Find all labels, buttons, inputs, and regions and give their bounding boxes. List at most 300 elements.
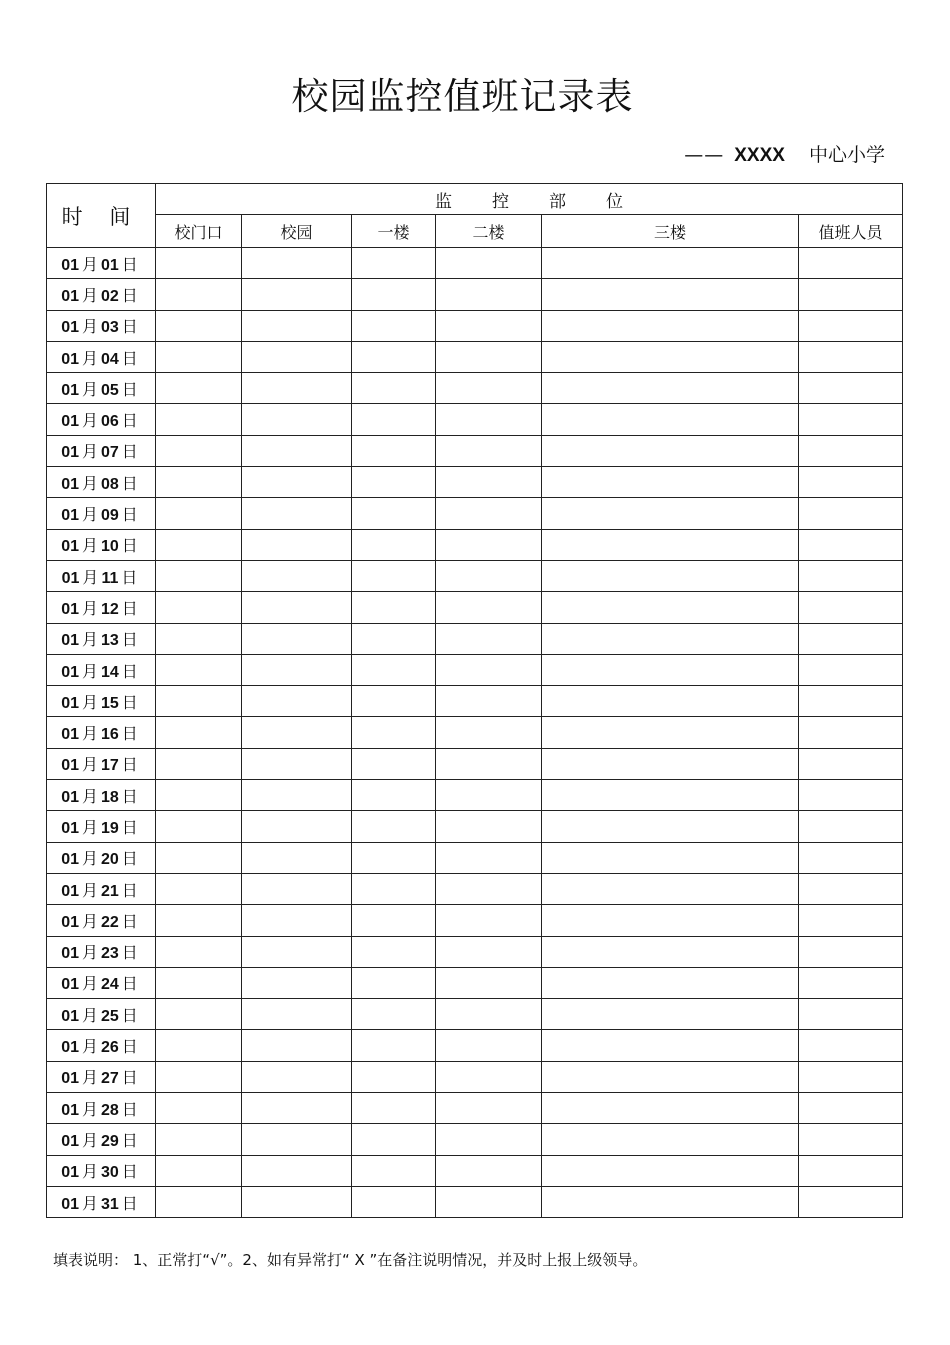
entry-cell[interactable] [799, 1061, 903, 1092]
column-header: 一楼 [352, 215, 436, 248]
entry-cell[interactable] [242, 498, 352, 529]
entry-cell[interactable] [156, 1124, 242, 1155]
entry-cell[interactable] [156, 341, 242, 372]
entry-cell[interactable] [242, 686, 352, 717]
month-unit: 月 [81, 473, 98, 493]
day-number: 28 [101, 1101, 119, 1119]
entry-cell[interactable] [156, 717, 242, 748]
entry-cell[interactable] [799, 435, 903, 466]
date-cell [47, 936, 156, 967]
month-unit: 月 [81, 755, 98, 775]
monitor-location-label: 监控部位 [435, 191, 664, 212]
month-number: 01 [61, 287, 79, 305]
entry-cell[interactable] [436, 811, 542, 842]
month-unit: 月 [81, 1037, 98, 1057]
entry-cell[interactable] [156, 498, 242, 529]
day-number: 17 [101, 757, 119, 775]
entry-cell[interactable] [542, 592, 799, 623]
table-row [47, 1155, 903, 1186]
entry-cell[interactable] [242, 748, 352, 779]
entry-cell[interactable] [542, 248, 799, 279]
entry-cell[interactable] [436, 529, 542, 560]
column-header: 二楼 [436, 215, 542, 248]
table-row [47, 404, 903, 435]
entry-cell[interactable] [242, 529, 352, 560]
entry-cell[interactable] [542, 936, 799, 967]
entry-cell[interactable] [242, 780, 352, 811]
entry-cell[interactable] [436, 279, 542, 310]
date-cell [47, 686, 156, 717]
day-unit: 日 [121, 661, 138, 681]
entry-cell[interactable] [156, 1155, 242, 1186]
entry-cell[interactable] [242, 936, 352, 967]
entry-cell[interactable] [542, 999, 799, 1030]
day-number: 21 [101, 882, 119, 900]
day-unit: 日 [121, 442, 138, 462]
entry-cell[interactable] [542, 404, 799, 435]
entry-cell[interactable] [156, 842, 242, 873]
day-number: 19 [101, 819, 119, 837]
entry-cell[interactable] [799, 1093, 903, 1124]
school-suffix: 中心小学 [808, 144, 885, 166]
day-unit: 日 [121, 505, 138, 525]
day-unit: 日 [121, 849, 138, 869]
day-unit: 日 [121, 1162, 138, 1182]
entry-cell[interactable] [542, 780, 799, 811]
entry-cell[interactable] [352, 592, 436, 623]
entry-cell[interactable] [242, 1124, 352, 1155]
entry-cell[interactable] [436, 1124, 542, 1155]
date-cell [47, 373, 156, 404]
month-unit: 月 [81, 411, 98, 431]
date-cell [47, 1124, 156, 1155]
table-row [47, 686, 903, 717]
entry-cell[interactable] [242, 467, 352, 498]
entry-cell[interactable] [352, 279, 436, 310]
day-number: 02 [101, 287, 119, 305]
entry-cell[interactable] [542, 686, 799, 717]
month-unit: 月 [81, 1193, 98, 1213]
day-unit: 日 [121, 348, 138, 368]
entry-cell[interactable] [542, 654, 799, 685]
entry-cell[interactable] [436, 717, 542, 748]
entry-cell[interactable] [542, 498, 799, 529]
entry-cell[interactable] [242, 873, 352, 904]
entry-cell[interactable] [156, 435, 242, 466]
entry-cell[interactable] [799, 467, 903, 498]
day-number: 23 [101, 945, 119, 963]
entry-cell[interactable] [436, 341, 542, 372]
day-unit: 日 [121, 755, 138, 775]
entry-cell[interactable] [799, 592, 903, 623]
date-cell [47, 248, 156, 279]
day-number: 13 [101, 632, 119, 650]
day-unit: 日 [121, 1037, 138, 1057]
entry-cell[interactable] [436, 1186, 542, 1217]
entry-cell[interactable] [436, 780, 542, 811]
entry-cell[interactable] [542, 873, 799, 904]
entry-cell[interactable] [799, 1155, 903, 1186]
month-number: 01 [61, 538, 79, 556]
entry-cell[interactable] [156, 373, 242, 404]
month-unit: 月 [81, 348, 98, 368]
entry-cell[interactable] [436, 905, 542, 936]
entry-cell[interactable] [799, 905, 903, 936]
table-row [47, 936, 903, 967]
day-unit: 日 [121, 473, 138, 493]
day-unit: 日 [121, 1068, 138, 1088]
entry-cell[interactable] [242, 623, 352, 654]
date-cell [47, 999, 156, 1030]
table-row [47, 623, 903, 654]
entry-cell[interactable] [156, 1030, 242, 1061]
table-row [47, 873, 903, 904]
entry-cell[interactable] [352, 905, 436, 936]
entry-cell[interactable] [352, 560, 436, 591]
entry-cell[interactable] [352, 404, 436, 435]
day-unit: 日 [121, 1005, 138, 1025]
entry-cell[interactable] [352, 435, 436, 466]
entry-cell[interactable] [799, 498, 903, 529]
entry-cell[interactable] [156, 623, 242, 654]
entry-cell[interactable] [799, 248, 903, 279]
day-number: 01 [101, 256, 119, 274]
entry-cell[interactable] [799, 560, 903, 591]
entry-cell[interactable] [799, 623, 903, 654]
entry-cell[interactable] [542, 1124, 799, 1155]
entry-cell[interactable] [352, 811, 436, 842]
table-row [47, 1186, 903, 1217]
entry-cell[interactable] [352, 1030, 436, 1061]
entry-cell[interactable] [542, 435, 799, 466]
entry-cell[interactable] [542, 1030, 799, 1061]
month-number: 01 [61, 1132, 79, 1150]
day-unit: 日 [121, 630, 138, 650]
entry-cell[interactable] [436, 1061, 542, 1092]
entry-cell[interactable] [799, 1030, 903, 1061]
entry-cell[interactable] [156, 467, 242, 498]
entry-cell[interactable] [352, 654, 436, 685]
date-cell [47, 404, 156, 435]
entry-cell[interactable] [156, 905, 242, 936]
entry-cell[interactable] [542, 529, 799, 560]
table-row [47, 529, 903, 560]
entry-cell[interactable] [799, 1186, 903, 1217]
day-number: 06 [101, 413, 119, 431]
entry-cell[interactable] [156, 404, 242, 435]
entry-cell[interactable] [242, 967, 352, 998]
entry-cell[interactable] [799, 373, 903, 404]
entry-cell[interactable] [352, 748, 436, 779]
entry-cell[interactable] [436, 623, 542, 654]
entry-cell[interactable] [542, 341, 799, 372]
day-number: 27 [101, 1070, 119, 1088]
entry-cell[interactable] [799, 686, 903, 717]
day-number: 14 [101, 663, 119, 681]
entry-cell[interactable] [156, 279, 242, 310]
entry-cell[interactable] [156, 248, 242, 279]
entry-cell[interactable] [352, 967, 436, 998]
month-unit: 月 [81, 692, 98, 712]
entry-cell[interactable] [352, 1061, 436, 1092]
entry-cell[interactable] [542, 842, 799, 873]
entry-cell[interactable] [799, 1124, 903, 1155]
entry-cell[interactable] [436, 654, 542, 685]
entry-cell[interactable] [352, 999, 436, 1030]
entry-cell[interactable] [799, 967, 903, 998]
entry-cell[interactable] [436, 1155, 542, 1186]
entry-cell[interactable] [542, 1186, 799, 1217]
entry-cell[interactable] [156, 873, 242, 904]
date-cell [47, 717, 156, 748]
entry-cell[interactable] [352, 373, 436, 404]
month-number: 01 [61, 726, 79, 744]
entry-cell[interactable] [436, 686, 542, 717]
entry-cell[interactable] [436, 967, 542, 998]
entry-cell[interactable] [352, 686, 436, 717]
entry-cell[interactable] [799, 999, 903, 1030]
day-unit: 日 [121, 1130, 138, 1150]
entry-cell[interactable] [352, 1186, 436, 1217]
table-row [47, 373, 903, 404]
date-cell [47, 498, 156, 529]
entry-cell[interactable] [542, 717, 799, 748]
entry-cell[interactable] [156, 686, 242, 717]
table-body [47, 248, 903, 1218]
entry-cell[interactable] [156, 310, 242, 341]
date-cell [47, 1093, 156, 1124]
table-row [47, 467, 903, 498]
entry-cell[interactable] [799, 529, 903, 560]
entry-cell[interactable] [242, 373, 352, 404]
month-number: 01 [61, 507, 79, 525]
entry-cell[interactable] [156, 1061, 242, 1092]
entry-cell[interactable] [242, 999, 352, 1030]
month-unit: 月 [81, 1005, 98, 1025]
month-number: 01 [61, 882, 79, 900]
entry-cell[interactable] [436, 1030, 542, 1061]
day-unit: 日 [121, 974, 138, 994]
day-number: 11 [101, 569, 119, 587]
entry-cell[interactable] [242, 592, 352, 623]
table-row [47, 967, 903, 998]
entry-cell[interactable] [352, 936, 436, 967]
entry-cell[interactable] [352, 310, 436, 341]
entry-cell[interactable] [542, 1061, 799, 1092]
entry-cell[interactable] [156, 748, 242, 779]
entry-cell[interactable] [542, 811, 799, 842]
column-header: 三楼 [542, 215, 799, 248]
day-unit: 日 [121, 598, 138, 618]
entry-cell[interactable] [156, 592, 242, 623]
day-number: 15 [101, 694, 119, 712]
school-subtitle [684, 140, 885, 171]
table-row [47, 654, 903, 685]
entry-cell[interactable] [352, 717, 436, 748]
month-unit: 月 [81, 1162, 98, 1182]
month-number: 01 [61, 1007, 79, 1025]
monitor-location-header [156, 184, 903, 215]
entry-cell[interactable] [156, 967, 242, 998]
column-header: 校园 [242, 215, 352, 248]
month-number: 01 [61, 694, 79, 712]
entry-cell[interactable] [542, 560, 799, 591]
entry-cell[interactable] [242, 654, 352, 685]
entry-cell[interactable] [242, 404, 352, 435]
table-row [47, 560, 903, 591]
entry-cell[interactable] [542, 279, 799, 310]
entry-cell[interactable] [242, 1030, 352, 1061]
day-number: 04 [101, 350, 119, 368]
entry-cell[interactable] [542, 467, 799, 498]
entry-cell[interactable] [156, 1186, 242, 1217]
entry-cell[interactable] [242, 1061, 352, 1092]
entry-cell[interactable] [436, 560, 542, 591]
entry-cell[interactable] [799, 748, 903, 779]
entry-cell[interactable] [436, 404, 542, 435]
entry-cell[interactable] [436, 373, 542, 404]
day-unit: 日 [121, 379, 138, 399]
entry-cell[interactable] [799, 279, 903, 310]
month-unit: 月 [81, 974, 98, 994]
day-number: 29 [101, 1132, 119, 1150]
entry-cell[interactable] [436, 467, 542, 498]
entry-cell[interactable] [352, 498, 436, 529]
entry-cell[interactable] [242, 248, 352, 279]
entry-cell[interactable] [799, 936, 903, 967]
month-number: 01 [61, 1101, 79, 1119]
entry-cell[interactable] [242, 842, 352, 873]
month-number: 01 [61, 663, 79, 681]
entry-cell[interactable] [799, 873, 903, 904]
entry-cell[interactable] [436, 498, 542, 529]
entry-cell[interactable] [799, 404, 903, 435]
month-unit: 月 [81, 817, 98, 837]
entry-cell[interactable] [436, 1093, 542, 1124]
entry-cell[interactable] [436, 248, 542, 279]
entry-cell[interactable] [542, 623, 799, 654]
entry-cell[interactable] [352, 780, 436, 811]
date-cell [47, 341, 156, 372]
entry-cell[interactable] [799, 341, 903, 372]
table-row [47, 999, 903, 1030]
day-number: 12 [101, 600, 119, 618]
entry-cell[interactable] [436, 310, 542, 341]
entry-cell[interactable] [542, 967, 799, 998]
entry-cell[interactable] [542, 1155, 799, 1186]
entry-cell[interactable] [352, 1093, 436, 1124]
entry-cell[interactable] [242, 905, 352, 936]
entry-cell[interactable] [156, 936, 242, 967]
entry-cell[interactable] [242, 310, 352, 341]
table-row [47, 842, 903, 873]
entry-cell[interactable] [242, 435, 352, 466]
date-cell [47, 842, 156, 873]
day-unit: 日 [121, 943, 138, 963]
day-number: 18 [101, 788, 119, 806]
entry-cell[interactable] [436, 592, 542, 623]
entry-cell[interactable] [242, 1186, 352, 1217]
entry-cell[interactable] [352, 248, 436, 279]
entry-cell[interactable] [352, 1155, 436, 1186]
entry-cell[interactable] [352, 842, 436, 873]
date-cell [47, 1186, 156, 1217]
month-unit: 月 [81, 630, 98, 650]
day-number: 10 [101, 538, 119, 556]
entry-cell[interactable] [242, 811, 352, 842]
entry-cell[interactable] [542, 748, 799, 779]
entry-cell[interactable] [156, 811, 242, 842]
entry-cell[interactable] [799, 310, 903, 341]
entry-cell[interactable] [542, 905, 799, 936]
month-number: 01 [61, 600, 79, 618]
entry-cell[interactable] [436, 999, 542, 1030]
entry-cell[interactable] [436, 936, 542, 967]
month-number: 01 [61, 350, 79, 368]
table-row [47, 498, 903, 529]
day-number: 22 [101, 913, 119, 931]
day-unit: 日 [121, 880, 138, 900]
day-unit: 日 [121, 786, 138, 806]
entry-cell[interactable] [156, 654, 242, 685]
entry-cell[interactable] [799, 780, 903, 811]
entry-cell[interactable] [799, 717, 903, 748]
day-number: 24 [101, 976, 119, 994]
entry-cell[interactable] [436, 842, 542, 873]
entry-cell[interactable] [352, 467, 436, 498]
entry-cell[interactable] [542, 1093, 799, 1124]
entry-cell[interactable] [436, 873, 542, 904]
entry-cell[interactable] [156, 529, 242, 560]
day-number: 26 [101, 1039, 119, 1057]
entry-cell[interactable] [156, 560, 242, 591]
day-number: 05 [101, 381, 119, 399]
entry-cell[interactable] [242, 717, 352, 748]
entry-cell[interactable] [156, 1093, 242, 1124]
table-row [47, 248, 903, 279]
entry-cell[interactable] [352, 1124, 436, 1155]
entry-cell[interactable] [242, 1093, 352, 1124]
date-cell [47, 654, 156, 685]
entry-cell[interactable] [156, 780, 242, 811]
month-unit: 月 [81, 254, 98, 274]
entry-cell[interactable] [352, 623, 436, 654]
entry-cell[interactable] [352, 529, 436, 560]
entry-cell[interactable] [542, 373, 799, 404]
entry-cell[interactable] [799, 811, 903, 842]
entry-cell[interactable] [542, 310, 799, 341]
entry-cell[interactable] [242, 1155, 352, 1186]
entry-cell[interactable] [242, 560, 352, 591]
table-row [47, 1093, 903, 1124]
entry-cell[interactable] [799, 842, 903, 873]
entry-cell[interactable] [352, 341, 436, 372]
table-row [47, 1030, 903, 1061]
entry-cell[interactable] [156, 999, 242, 1030]
date-cell [47, 1155, 156, 1186]
month-number: 01 [61, 819, 79, 837]
entry-cell[interactable] [242, 279, 352, 310]
entry-cell[interactable] [436, 748, 542, 779]
entry-cell[interactable] [352, 873, 436, 904]
month-number: 01 [61, 319, 79, 337]
page-title: 校园监控值班记录表 [291, 75, 634, 118]
entry-cell[interactable] [436, 435, 542, 466]
entry-cell[interactable] [242, 341, 352, 372]
entry-cell[interactable] [799, 654, 903, 685]
month-unit: 月 [81, 880, 98, 900]
time-header: 时 间 [47, 184, 156, 248]
